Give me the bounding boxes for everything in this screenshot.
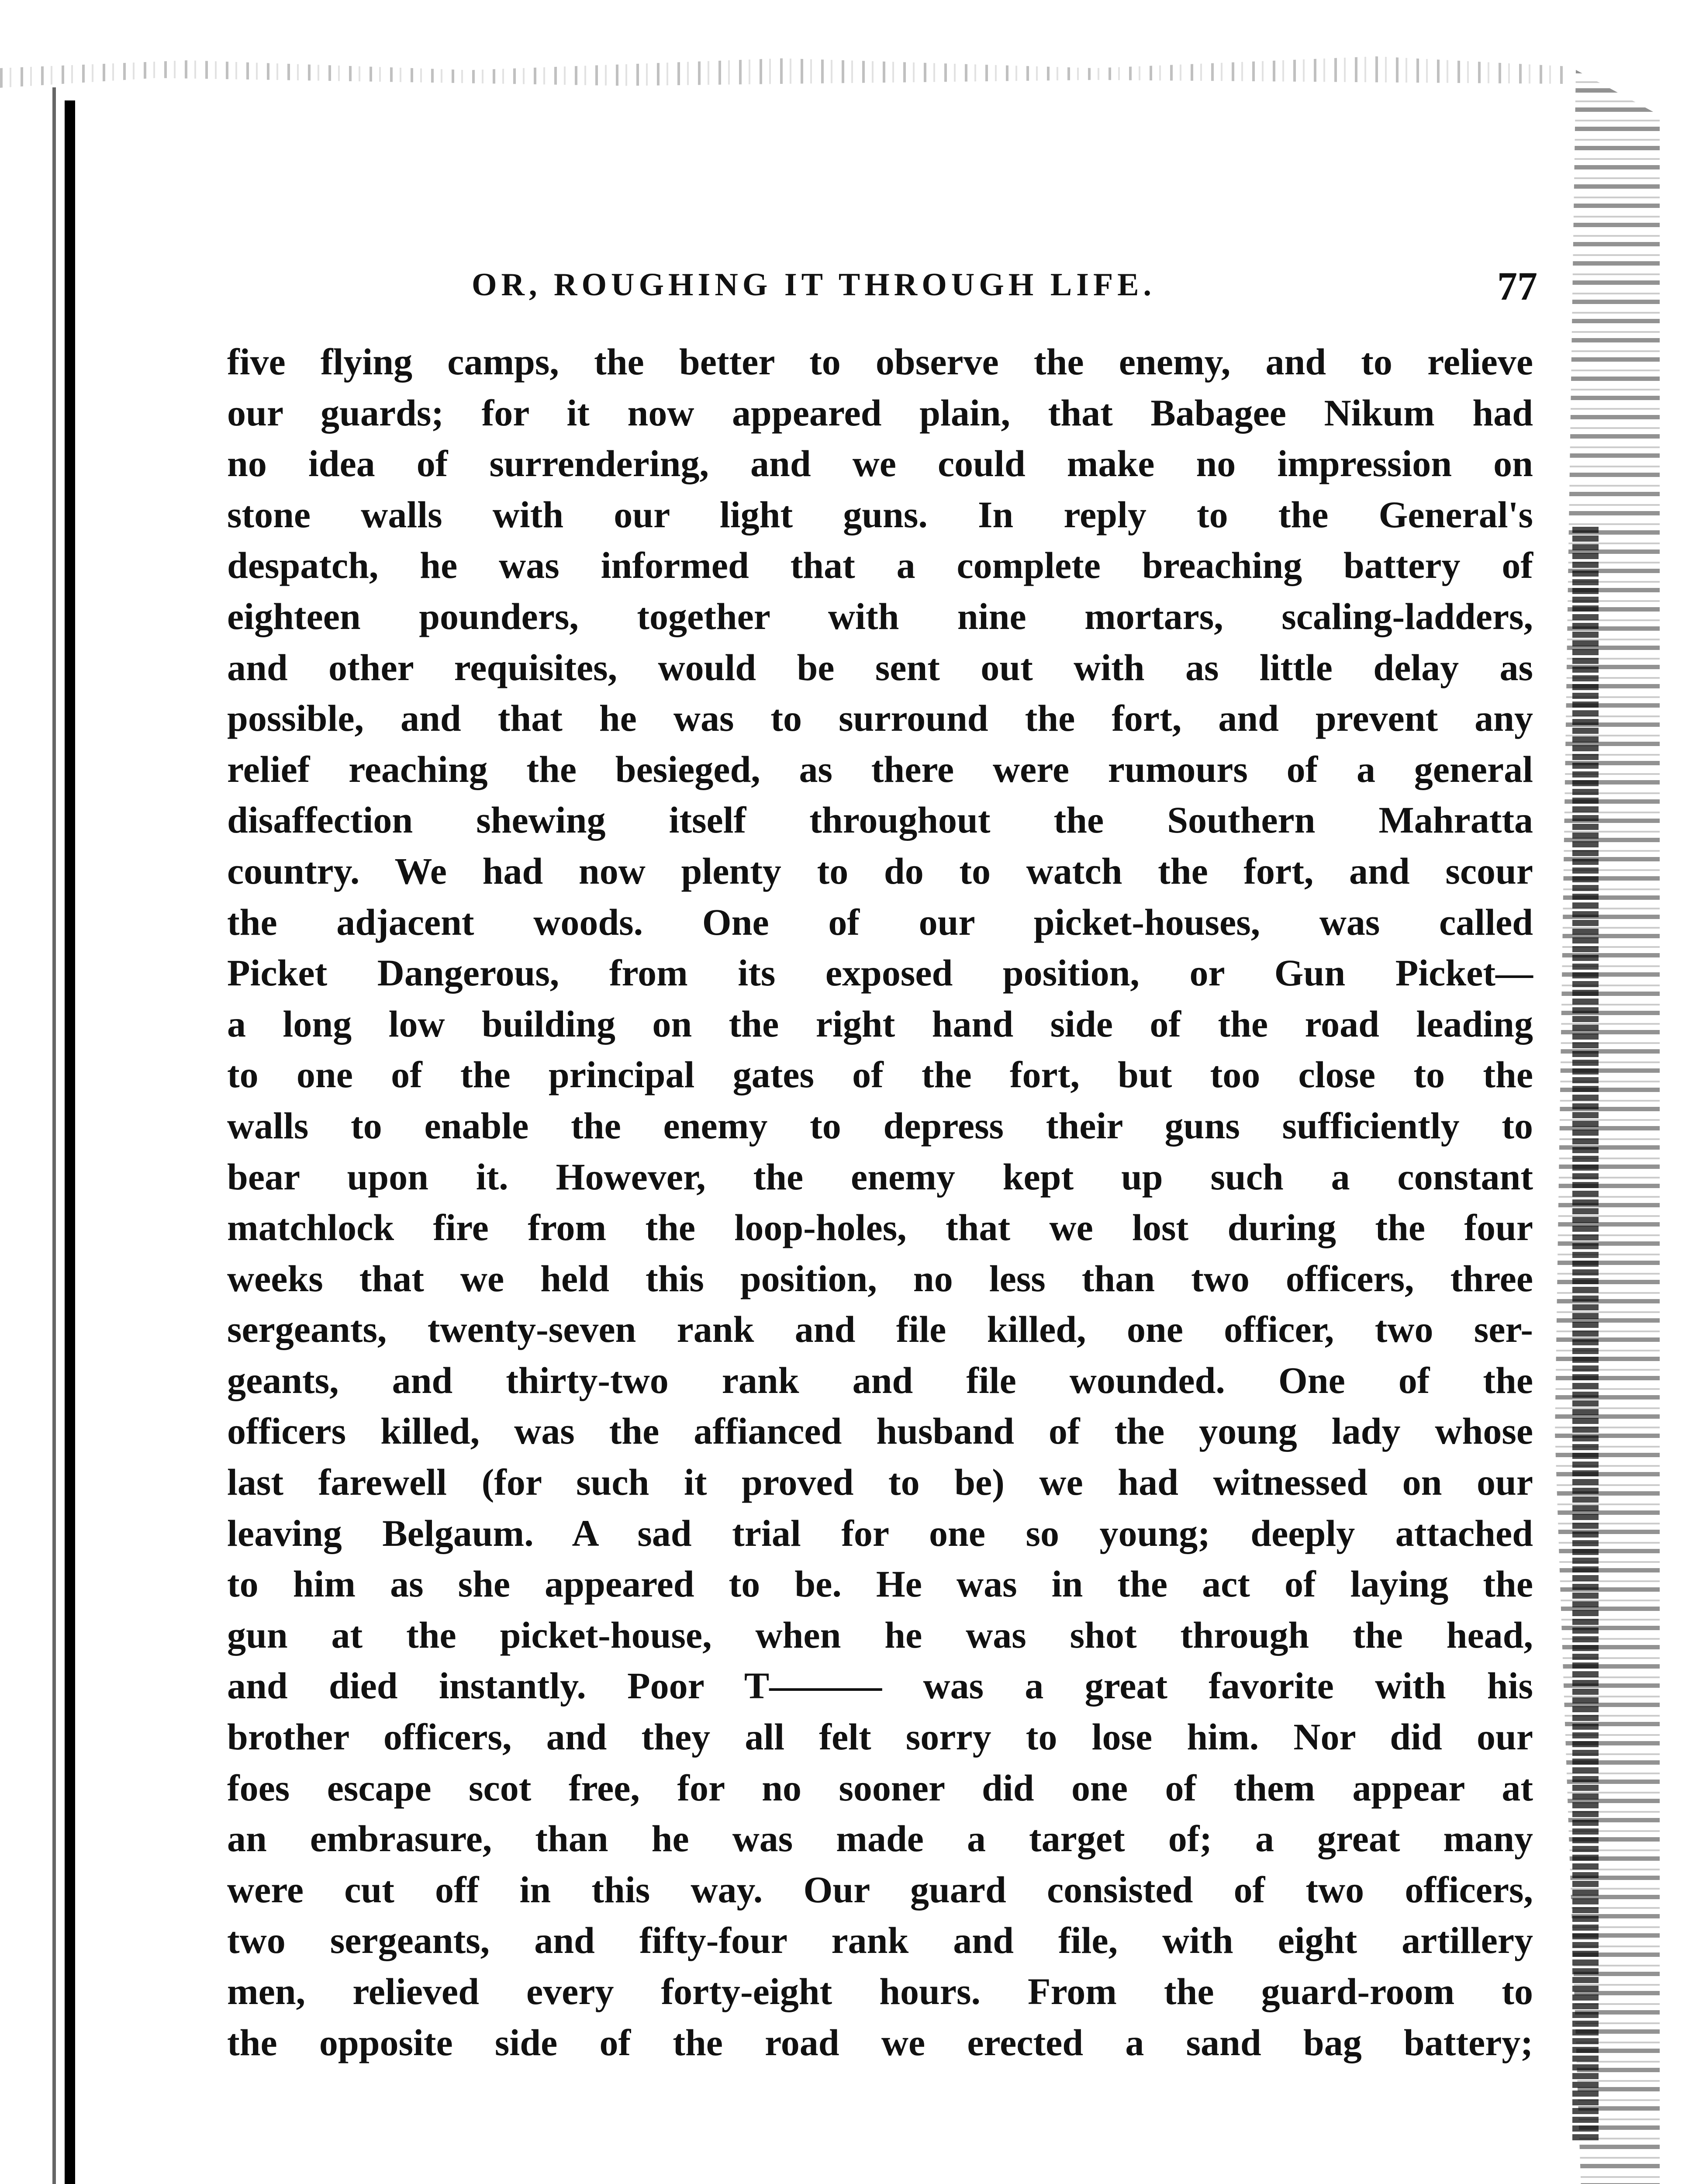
text-line: five flying camps, the better to observe the enemy, and to relieve: [227, 341, 1533, 383]
text-line: stone walls with our light guns. In reply to the General's: [227, 493, 1533, 536]
running-head-title: OR, ROUGHING IT THROUGH LIFE.: [472, 267, 1156, 303]
text-line: to one of the principal gates of the fort, but too close to the: [227, 1054, 1533, 1096]
scan-page-edge-right: [1572, 524, 1599, 2140]
text-line: eighteen pounders, together with nine mortars, scaling-ladders,: [227, 595, 1533, 637]
text-line: men, relieved every forty-eight hours. From the guard-room to: [227, 1970, 1533, 2012]
text-line: bear upon it. However, the enemy kept up such a constant: [227, 1155, 1533, 1198]
text-line: matchlock fire from the loop-holes, that we lost during the four: [227, 1206, 1533, 1249]
text-line: geants, and thirty-two rank and file wounded. One of the: [227, 1359, 1533, 1401]
body-text: [227, 336, 1533, 2068]
text-line: foes escape scot free, for no sooner did one of them appear at: [227, 1766, 1533, 1809]
text-line: officers killed, was the affianced husband of the young lady whose: [227, 1410, 1533, 1452]
text-line: two sergeants, and fifty-four rank and file, with eight artillery: [227, 1919, 1533, 1962]
text-line: our guards; for it now appeared plain, that Babagee Nikum had: [227, 391, 1533, 434]
text-line: the adjacent woods. One of our picket-houses, was called: [227, 901, 1533, 943]
text-line: despatch, he was informed that a complete breaching battery of: [227, 544, 1533, 587]
text-line: to him as she appeared to be. He was in the act of laying the: [227, 1563, 1533, 1605]
scan-edge-noise-right: [1555, 70, 1660, 2184]
text-line: Picket Dangerous, from its exposed position, or Gun Picket—: [227, 952, 1533, 994]
text-line: relief reaching the besieged, as there were rumours of a general: [227, 748, 1533, 790]
text-line: weeks that we held this position, no less than two officers, three: [227, 1257, 1533, 1299]
text-line: were cut off in this way. Our guard consisted of two officers,: [227, 1868, 1533, 1911]
text-line: and died instantly. Poor T——— was a great favorite with his: [227, 1665, 1533, 1707]
text-line: brother officers, and they all felt sorry to lose him. Nor did our: [227, 1716, 1533, 1758]
text-line: the opposite side of the road we erected a sand bag battery;: [227, 2021, 1533, 2063]
text-line: walls to enable the enemy to depress their guns sufficiently to: [227, 1104, 1533, 1147]
page-number: 77: [1497, 264, 1537, 308]
text-line: leaving Belgaum. A sad trial for one so young; deeply attached: [227, 1512, 1533, 1554]
text-line: possible, and that he was to surround the fort, and prevent any: [227, 697, 1533, 740]
scan-binding-shadow: [52, 87, 56, 2184]
text-line: last farewell (for such it proved to be) we had witnessed on our: [227, 1461, 1533, 1503]
scan-binding-edge: [65, 100, 75, 2184]
scan-edge-noise-top: [0, 52, 1564, 92]
text-line: a long low building on the right hand side of the road leading: [227, 1002, 1533, 1045]
text-line: an embrasure, than he was made a target of; a great many: [227, 1818, 1533, 1860]
text-line: sergeants, twenty-seven rank and file killed, one officer, two ser-: [227, 1308, 1533, 1351]
text-line: country. We had now plenty to do to watch the fort, and scour: [227, 850, 1533, 892]
running-head: [227, 266, 1537, 314]
text-line: and other requisites, would be sent out with as little delay as: [227, 646, 1533, 688]
text-line: no idea of surrendering, and we could make no impression on: [227, 442, 1533, 485]
text-line: disaffection shewing itself throughout the Southern Mahratta: [227, 799, 1533, 841]
text-line: gun at the picket-house, when he was shot through the head,: [227, 1614, 1533, 1656]
